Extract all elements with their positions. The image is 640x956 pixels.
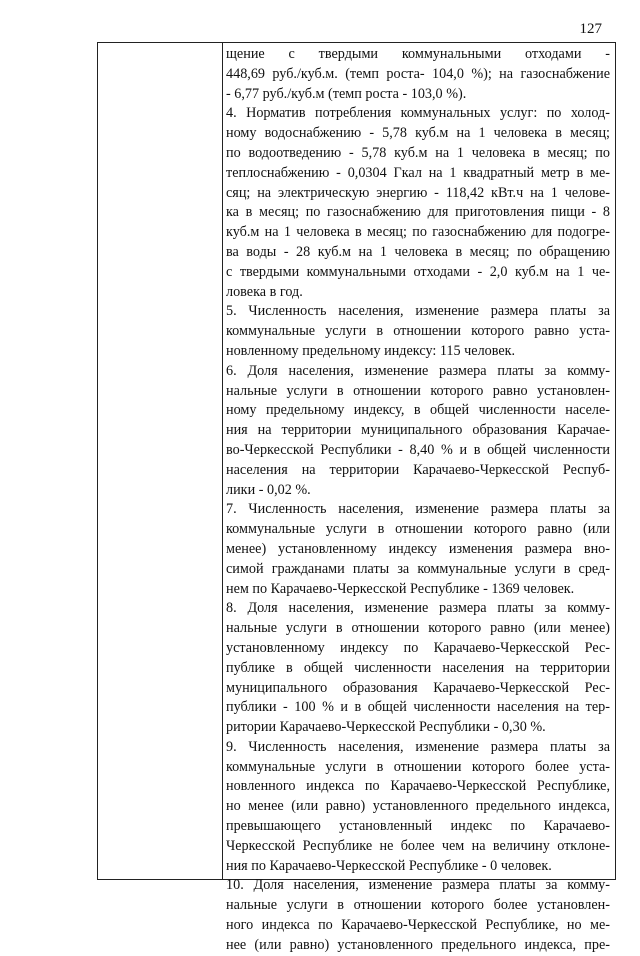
text-line: превышающего установленный индекс по Карачаево- [226,818,610,835]
text-line: по водоотведению - 5,78 куб.м на 1 человека в месяц; по [226,144,610,161]
text-line: нальные услуги в отношении которого более установлен- [226,897,610,914]
text-line: нальные услуги в отношении которого равно (или менее) [226,620,610,637]
text-line: 7. Численность населения, изменение размера платы за [226,501,610,518]
text-line: публики - 100 % и в общей численности населения на тер- [226,699,610,716]
text-line: лики - 0,02 %. [226,481,311,498]
column-divider [222,43,223,879]
text-line: муниципального образования Карачаево-Черкесской Рес- [226,679,610,696]
text-line: ка в месяц; по газоснабжению для приготовления пищи - 8 [226,204,610,221]
text-line: во-Черкесской Республики - 8,40 % и в общей численности [226,441,610,458]
text-line: публике в общей численности населения на территории [226,659,610,676]
text-line: коммунальные услуги в отношении которого более уста- [226,758,610,775]
text-line: менее) установленному индексу изменения размера вно- [226,540,610,557]
text-line: нем по Карачаево-Черкесской Республике - 1369 человек. [226,580,575,597]
text-line: ва воды - 28 куб.м на 1 человека в месяц; по обращению [226,243,610,260]
text-line: ного индекса по Карачаево-Черкесской Республике, но ме- [226,917,610,934]
content-cell [226,45,610,953]
text-line: 6. Доля населения, изменение размера платы за комму- [226,362,610,379]
text-line: коммунальные услуги в отношении которого равно уста- [226,323,610,340]
text-line: теплоснабжению - 0,0304 Гкал на 1 квадратный метр в ме- [226,164,610,181]
text-line: ному водоснабжению - 5,78 куб.м на 1 человека в месяц; [226,125,610,142]
text-line: ловека в год. [226,283,303,300]
text-line: ния по Карачаево-Черкесской Республике - 0 человек. [226,857,552,874]
text-line: новленного индекса по Карачаево-Черкесской Республике, [226,778,610,795]
text-line: 5. Численность населения, изменение размера платы за [226,303,610,320]
text-line: нальные услуги в отношении которого равно установлен- [226,382,610,399]
text-line: 448,69 руб./куб.м. (темп роста- 104,0 %); на газоснабжение [226,65,610,82]
text-line: сяц; на электрическую энергию - 118,42 кВт.ч на 1 челове- [226,184,610,201]
text-line: симой гражданами платы за коммунальные услуги в сред- [226,560,610,577]
text-line: 10. Доля населения, изменение размера платы за комму- [226,877,610,894]
text-line: куб.м на 1 человека в месяц; по газоснабжению для подогре- [226,224,610,241]
text-line: - 6,77 руб./куб.м (темп роста - 103,0 %). [226,85,467,102]
text-line: установленному индексу по Карачаево-Черкесской Рес- [226,639,610,656]
text-line: 8. Доля населения, изменение размера платы за комму- [226,600,610,617]
text-line: ному предельному индексу, в общей численности населе- [226,402,610,419]
text-line: нее (или равно) установленного предельного индекса, пре- [226,936,610,953]
text-line: населения на территории Карачаево-Черкесской Респуб- [226,461,610,478]
text-line: 4. Норматив потребления коммунальных услуг: по холод- [226,105,610,122]
text-line: 9. Численность населения, изменение размера платы за [226,738,610,755]
text-line: но менее (или равно) установленного предельного индекса, [226,798,610,815]
text-line: ния на территории муниципального образования Карачае- [226,422,610,439]
document-table [97,42,616,953]
text-line: коммунальные услуги в отношении которого равно (или [226,521,610,538]
text-line: новленному предельному индексу: 115 человек. [226,342,516,359]
text-line: Черкесской Республике не более чем на величину отклоне- [226,837,610,854]
text-line: с твердыми коммунальными отходами - 2,0 куб.м на 1 че- [226,263,610,280]
page-number: 127 [579,21,602,37]
text-line: ритории Карачаево-Черкесской Республики - 0,30 %. [226,719,546,736]
text-line: щение с твердыми коммунальными отходами - [226,46,610,62]
